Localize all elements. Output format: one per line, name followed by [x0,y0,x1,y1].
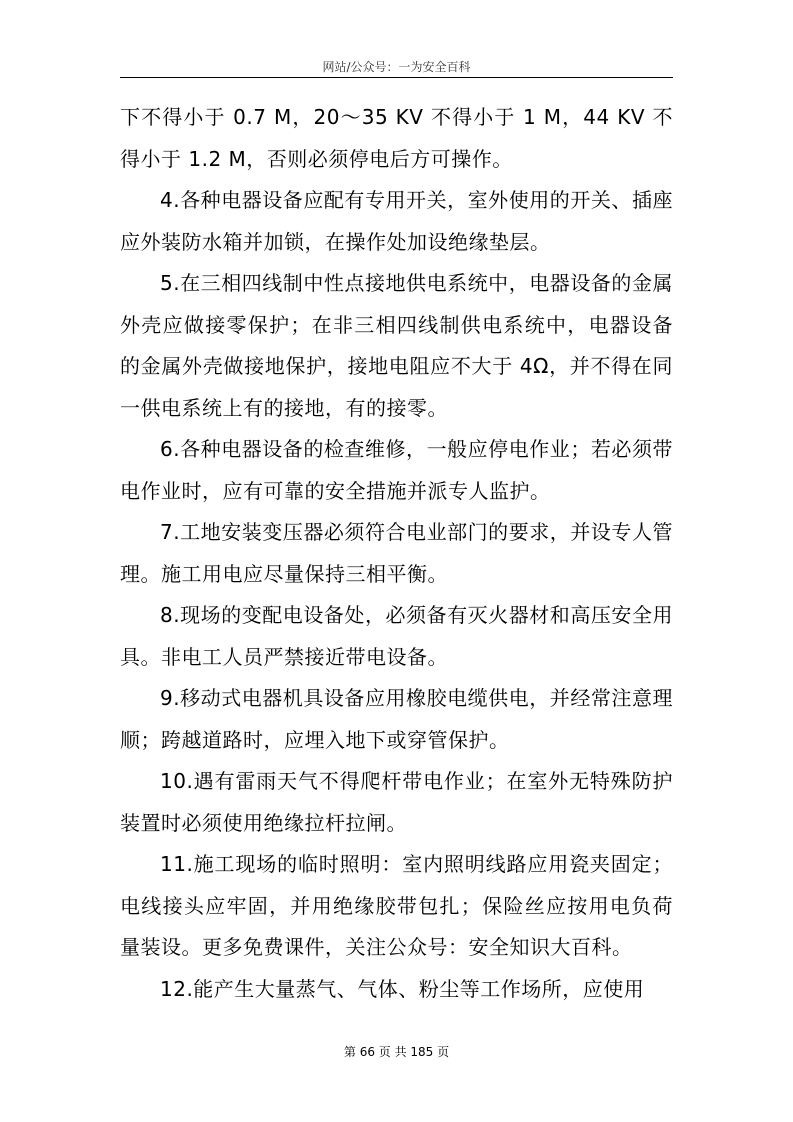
paragraph-continued: 下不得小于 0.7 M，20～35 KV 不得小于 1 M，44 KV 不得小于 1.2 M，否则必须停电后方可操作。 [120,105,673,171]
paragraph-item-5: 5.在三相四线制中性点接地供电系统中，电器设备的金属外壳应做接零保护；在非三相四线制供电系统中，电器设备的金属外壳做接地保护，接地电阻应不大于 4Ω，并不得在同一供电系统上有的接地，有的接零。 [120,271,673,420]
paragraph-item-11: 11.施工现场的临时照明：室内照明线路应用瓷夹固定；电线接头应牢固，并用绝缘胶带包扎；保险丝应按用电负荷量装设。更多免费课件，关注公众号：安全知识大百科。 [120,852,673,959]
paragraph-item-8: 8.现场的变配电设备处，必须备有灭火器材和高压安全用具。非电工人员严禁接近带电设备。 [120,603,673,669]
paragraph-item-12: 12.能产生大量蒸气、气体、粉尘等工作场所，应使用 [160,976,645,1001]
page-header: 网站/公众号：一为安全百科 [322,60,471,74]
paragraph-item-4: 4.各种电器设备应配有专用开关，室外使用的开关、插座应外装防水箱并加锁，在操作处加设绝缘垫层。 [120,188,673,254]
paragraph-item-9: 9.移动式电器机具设备应用橡胶电缆供电，并经常注意理顺；跨越道路时，应埋入地下或穿管保护。 [120,686,673,752]
document-body [120,97,673,1010]
paragraph-item-10: 10.遇有雷雨天气不得爬杆带电作业；在室外无特殊防护装置时必须使用绝缘拉杆拉闸。 [120,769,673,835]
page-number-footer: 第 66 页 共 185 页 [343,1045,450,1059]
paragraph-item-7: 7.工地安装变压器必须符合电业部门的要求，并设专人管理。施工用电应尽量保持三相平衡。 [120,520,673,586]
paragraph-item-6: 6.各种电器设备的检查维修，一般应停电作业；若必须带电作业时，应有可靠的安全措施并派专人监护。 [120,437,673,503]
header-divider [120,77,673,78]
